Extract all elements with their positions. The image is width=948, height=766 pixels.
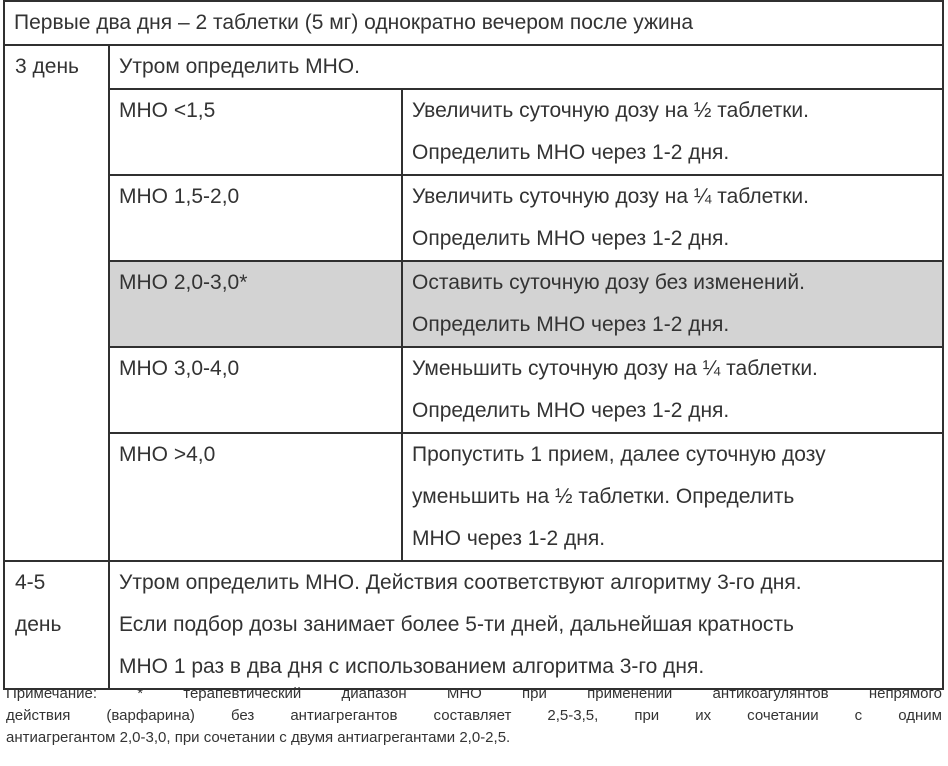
inr-row-target-range: [4, 261, 943, 347]
inr-action-line: Уменьшить суточную дозу на ¼ таблетки.: [412, 357, 818, 380]
day45-text-line: МНО 1 раз в два дня с использованием алгоритма 3-го дня.: [119, 655, 705, 678]
inr-row: [4, 433, 943, 561]
inr-action-line: Пропустить 1 прием, далее суточную дозу: [412, 443, 826, 466]
inr-action-line: МНО через 1-2 дня.: [412, 527, 606, 550]
footnote-line: действия (варфарина) без антиагрегантов составляет 2,5-3,5, при их сочетании с одним: [6, 707, 942, 724]
inr-action: [402, 433, 943, 561]
inr-condition: МНО 1,5-2,0: [109, 175, 402, 261]
day45-label: [4, 561, 109, 689]
inr-row: [4, 89, 943, 175]
inr-condition: МНО >4,0: [109, 433, 402, 561]
inr-action: [402, 347, 943, 433]
inr-action-line: Определить МНО через 1-2 дня.: [412, 313, 730, 336]
inr-action: [402, 261, 943, 347]
footnote-line: Примечание: * терапевтический диапазон МНО при применении антикоагулянтов непрямого: [6, 685, 942, 702]
inr-row: [4, 175, 943, 261]
day3-intro: Утром определить МНО.: [109, 45, 943, 89]
inr-action-line: уменьшить на ½ таблетки. Определить: [412, 485, 795, 508]
day3-label: 3 день: [4, 45, 109, 561]
header-row: [4, 1, 943, 45]
day45-row: [4, 561, 943, 689]
day45-label-line: 4-5: [15, 571, 46, 594]
inr-condition: МНО 2,0-3,0*: [109, 261, 402, 347]
inr-action-line: Определить МНО через 1-2 дня.: [412, 399, 730, 422]
inr-action: [402, 175, 943, 261]
day45-text: [109, 561, 943, 689]
inr-action-line: Оставить суточную дозу без изменений.: [412, 271, 805, 294]
inr-action: [402, 89, 943, 175]
footnote-line: антиагрегантом 2,0-3,0, при сочетании с двумя антиагрегантами 2,0-2,5.: [6, 729, 511, 746]
first-days-instruction: Первые два дня – 2 таблетки (5 мг) однократно вечером после ужина: [4, 1, 943, 45]
day45-label-line: день: [15, 613, 62, 636]
inr-row: [4, 347, 943, 433]
inr-condition: МНО <1,5: [109, 89, 402, 175]
inr-action-line: Определить МНО через 1-2 дня.: [412, 141, 730, 164]
inr-action-line: Увеличить суточную дозу на ½ таблетки.: [412, 99, 809, 122]
warfarin-dosing-table: [3, 0, 944, 690]
inr-condition: МНО 3,0-4,0: [109, 347, 402, 433]
day45-text-line: Утром определить МНО. Действия соответствуют алгоритму 3-го дня.: [119, 571, 802, 594]
inr-action-line: Увеличить суточную дозу на ¼ таблетки.: [412, 185, 809, 208]
day3-intro-row: [4, 45, 943, 89]
footnote: [6, 683, 942, 749]
inr-action-line: Определить МНО через 1-2 дня.: [412, 227, 730, 250]
day45-text-line: Если подбор дозы занимает более 5-ти дней, дальнейшая кратность: [119, 613, 794, 636]
